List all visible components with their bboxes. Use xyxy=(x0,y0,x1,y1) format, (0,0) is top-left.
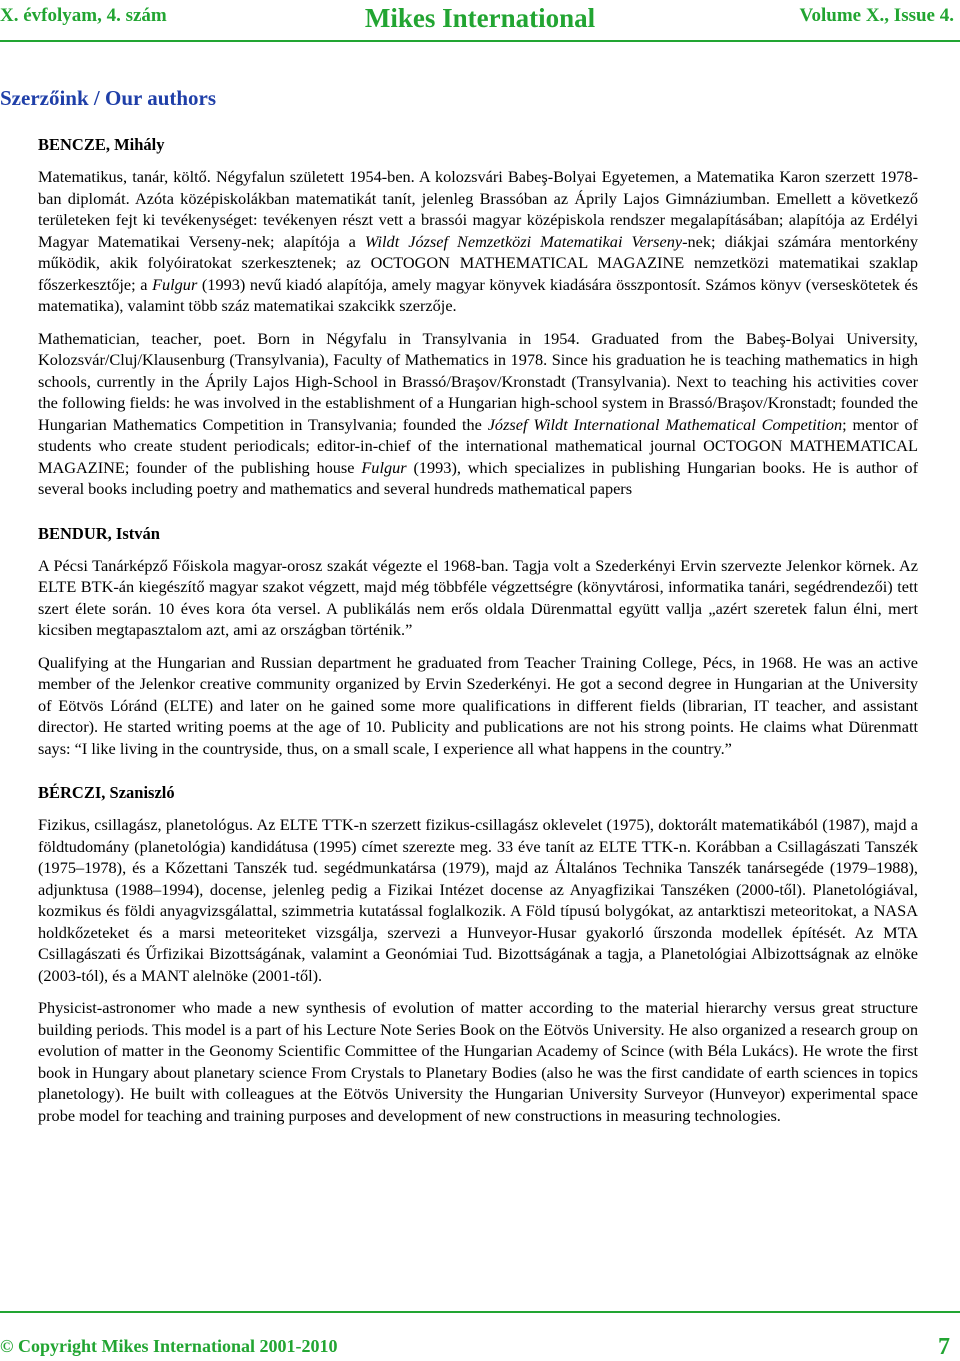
bio-paragraph-en xyxy=(38,997,918,1126)
author-name: BENDUR, István xyxy=(38,523,160,543)
header-publication-title: Mikes International xyxy=(364,3,596,33)
text-run: Fizikus, csillagász, planetológus. Az ELTE TTK-n szerzett fizikus-csillagász oklevelet (1975), doktorált matematikából (1987), majd a földtudomány (planetológia) kandidátusa (1995) címet szerezte meg. 33 éve tanít az ELTE TTK-n. Korábban a Csillagászati Tanszék (1975–1978), és a Kőzettani Tanszék tud. segédmunkatársa (1979), majd az Általános Technika Tanszék tanársegéde (1979–1988), adjunktusa (1988–1994), docense, jelenleg pedig a Fizikai Intézet docense az Anyagfizikai Tanszéken (2000-től). Planetológiával, kozmikus és földi anyagvizsgálattal, szimmetria kutatással foglalkozik. A Föld típusú bolygókat, az antarktiszi meteoritokat, a NASA holdkőzeteket és a marsi meteoriteket vizsgálja, szervezi a Hunveyor-Husar gyakorló űrszonda modellek építését. Az MTA Csillagászati és Űrfizikai Bizottságának, valamint a Geonómiai Tud. Bizottságának a tagja, a Planetológiai Albizottságnak az elnöke (2003-tól), és a MANT alelnöke (2001-től). xyxy=(38,815,918,985)
bio-paragraph-hu xyxy=(38,555,918,641)
bio-paragraph-hu xyxy=(38,166,918,317)
header-volume-hu: X. évfolyam, 4. szám xyxy=(0,5,167,26)
section-title: Szerzőink / Our authors xyxy=(0,86,217,110)
text-run: ; mentor of students who create student periodicals; editor-in-chief of the international mathematical journal OCTOGON MATHEMATICAL MAGAZINE; founder of the publishing house xyxy=(38,414,919,477)
authors-list xyxy=(38,134,918,1149)
text-run: (1993) nevű kiadó alapítója, amely magyar könyvek kiadására összpontosít. Számos könyv (verseskötetek és matematika), valamint több száz matematikai szakcikk szerzője. xyxy=(38,274,918,315)
text-run: Matematikus, tanár, költő. Négyfalun született 1954-ben. A kolozsvári Babeş-Bolyai Egyetemen, a Matematika Karon szerzett 1978-ban diplomát. Azóta középiskolákban matematikát tanít, jelenleg Brassóban az Áprily Lajos Gimnáziumban. Emellett a következő területeken fejt ki tevékenységet: tevékenyen részt vett a brassói magyar középiskola rendszer megalapításában; alapítója az Erdélyi Magyar Matematikai Verseny-nek; alapítója a xyxy=(38,167,918,251)
footer-copyright: © Copyright Mikes International 2001-2010 xyxy=(0,1336,338,1356)
footer-divider xyxy=(0,1311,960,1313)
text-run: A Pécsi Tanárképző Főiskola magyar-orosz szakát végezte el 1968-ban. Tagja volt a Szederkényi Ervin szervezte Jelenkor körnek. Az ELTE BTK-án kiegészítő magyar szakot végzett, majd még többféle végzettségre (könyvtárosi, informatika tanári, segédrendezői) tett szert élete során. 10 éves kora óta versel. A publikálás nem erős oldala Dürenmattal együtt vallja „azért szeretek falun élni, mert kicsiben megtapasztalom azt, ami az országban történik.” xyxy=(38,555,918,639)
author-name: BENCZE, Mihály xyxy=(38,135,165,154)
bio-paragraph-en xyxy=(38,652,918,760)
bio-paragraph-en xyxy=(38,328,918,500)
author-section xyxy=(38,523,918,760)
author-name: BÉRCZI, Szaniszló xyxy=(38,783,175,802)
italic-title: József Wildt International Mathematical Competition xyxy=(487,414,843,434)
text-run: Physicist-astronomer who made a new synthesis of evolution of matter according to the material hierarchy versus great structure building periods. This model is a part of his Lecture Note Series Book on the Eötvös University. He also organized a research group on evolution of matter in the Geonomy Scientific Committee of the Hungarian Academy of Scince (with Béla Lukács). He wrote the first book in Hungary about planetary science From Crystals to Planetary Bodies (also he was the first candidate of earth sciences in topics planetology). He built with colleagues at the Eötvös University the Hungarian University Surveyor (Hunveyor) experimental space probe model for teaching and training purposes and development of new constructions in measuring technologies. xyxy=(38,998,918,1125)
header-volume-en: Volume X., Issue 4. xyxy=(799,5,954,26)
italic-title: Fulgur xyxy=(361,457,407,477)
page-number: 7 xyxy=(938,1334,950,1360)
author-section xyxy=(38,134,918,500)
bio-paragraph-hu xyxy=(38,814,918,986)
text-run: (1993), which specializes in publishing Hungarian books. He is author of several books including poetry and mathematics and several hundreds mathematical papers xyxy=(38,457,918,498)
text-run: Mathematician, teacher, poet. Born in Négyfalu in Transylvania in 1954. Graduated from the Babeş-Bolyai University, Kolozsvár/Cluj/Klausenburg (Transylvania), Faculty of Mathematics in 1978. Since his graduation he is teaching mathematics in high schools, currently in the Áprily Lajos High-School in Brassó/Braşov/Kronstadt (Transylvania). Next to teaching his activities cover the following fields: he was involved in the establishment of a Hungarian high-school system in Brassó/Braşov/Kronstadt; founded the Hungarian Mathematics Competition in Transylvania; founded the xyxy=(38,328,918,434)
italic-title: Fulgur xyxy=(152,274,198,294)
header-divider xyxy=(0,40,960,42)
author-section xyxy=(38,782,918,1126)
text-run: -nek; diákjai számára mentorkény működik, akik folyóiratokat szerkesztenek; az OCTOGON MATHEMATICAL MAGAZINE nemzetközi matematikai szaklap főszerkesztője; a xyxy=(38,231,918,294)
text-run: Qualifying at the Hungarian and Russian department he graduated from Teacher Training College, Pécs, in 1968. He was an active member of the Jelenkor creative community organized by Ervin Szederkényi. He got a second degree in Hungarian at the University of Eötvös Lóránd (ELTE) and later on he gained some more qualifications in different fields (librarian, IT teacher, and assistant director). He started writing poems at the age of 10. Publicity and publications are not his strong points. He claims what Dürenmatt says: “I like living in the countryside, thus, on a small scale, I experience all what happens in the country.” xyxy=(38,652,918,758)
page-header xyxy=(0,0,960,40)
italic-title: Wildt József Nemzetközi Matematikai Verseny xyxy=(364,231,683,251)
